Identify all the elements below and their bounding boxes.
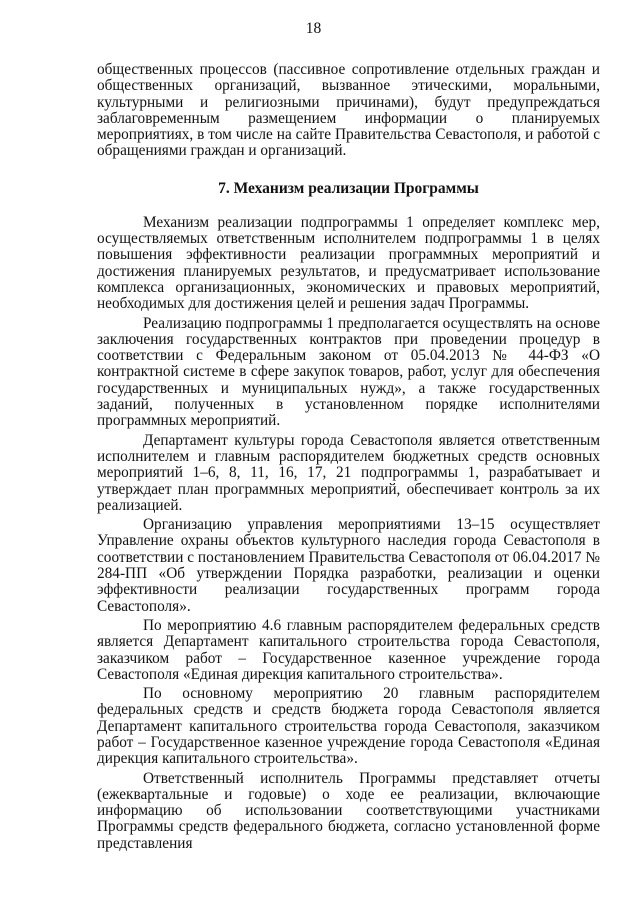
paragraph-contracts: Реализацию подпрограммы 1 предполагается осуществлять на основе заключения государственных контрактов при проведении процедур в соответствии с Федеральным законом от 05.04.2013 № 44-ФЗ «О контрактной системе в сфере закупок товаров, работ, услуг для обеспечения государственных и муниципальных нужд», а также государственных заданий, полученных в установленном порядке исполнителями программных мероприятий. bbox=[97, 314, 600, 430]
paragraph-heritage-management: Организацию управления мероприятиями 13–15 осуществляет Управление охраны объектов культурного наследия города Севастополя в соответствии с постановлением Правительства Севастополя от 06.04.2017 № 284-ПП «Об утверждении Порядка разработки, реализации и оценки эффективности реализации государственных программ города Севастополя». bbox=[97, 516, 600, 615]
paragraph-reporting: Ответственный исполнитель Программы представляет отчеты (ежеквартальные и годовые) о ходе ее реализации, включающие информацию об использовании соответствующими участниками Программы средств федерального бюджета, согласно установленной форме представления bbox=[97, 769, 600, 852]
intro-paragraph: общественных процессов (пассивное сопротивление отдельных граждан и общественных организаций, вызванное этическими, моральными, культурными и религиозными причинами), будут предупреждаться заблаговременным размещением информации о планируемых мероприятиях, в том числе на сайте Правительства Севастополя, и работой с обращениями граждан и организаций. bbox=[97, 61, 600, 160]
paragraph-measure-4-6: По мероприятию 4.6 главным распорядителем федеральных средств является Департамент капитального строительства города Севастополя, заказчиком работ – Государственное казенное учреждение города Севастополя «Единая дирекция капитального строительства». bbox=[97, 616, 600, 683]
paragraph-measure-20: По основному мероприятию 20 главным распорядителем федеральных средств и средств бюджета города Севастополя является Департамент капитального строительства города Севастополя, заказчиком работ – Государственное казенное учреждение города Севастополя «Единая дирекция капитального строительства». bbox=[97, 685, 600, 768]
page-number: 18 bbox=[305, 20, 322, 37]
paragraph-culture-department: Департамент культуры города Севастополя является ответственным исполнителем и главным распорядителем бюджетных средств основных мероприятий 1–6, 8, 11, 16, 17, 21 подпрограммы 1, разрабатывает и утверждает план программных мероприятий, обеспечивает контроль за их реализацией. bbox=[97, 431, 600, 514]
section-heading: 7. Механизм реализации Программы bbox=[218, 179, 479, 197]
page-body bbox=[97, 61, 600, 852]
paragraph-mechanism: Механизм реализации подпрограммы 1 определяет комплекс мер, осуществляемых ответственным исполнителем подпрограммы 1 в целях повышения эффективности реализации программных мероприятий и достижения планируемых результатов, и предусматривает использование комплекса организационных, экономических и правовых мероприятий, необходимых для достижения целей и решения задач Программы. bbox=[97, 213, 600, 313]
